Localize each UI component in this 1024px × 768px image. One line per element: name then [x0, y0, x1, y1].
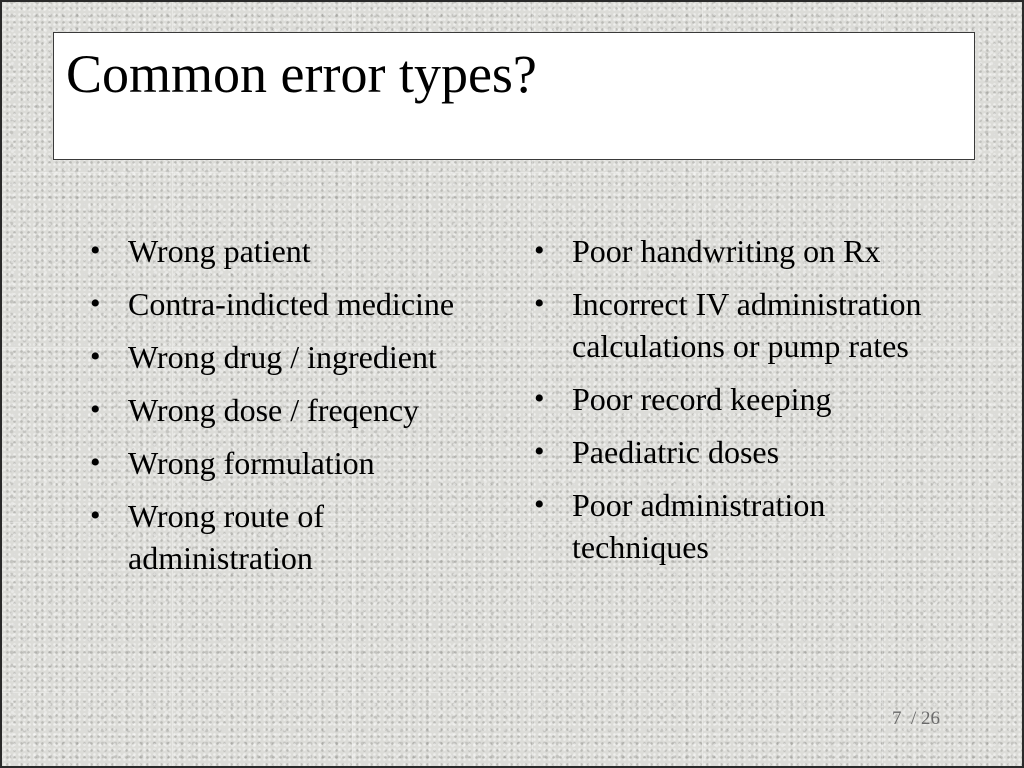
list-item-text: Wrong formulation	[128, 445, 375, 481]
right-bullet-list	[534, 230, 934, 579]
list-item-text: Wrong route of administration	[128, 498, 324, 576]
list-item-text: Wrong drug / ingredient	[128, 339, 437, 375]
list-item	[534, 378, 934, 420]
page-indicator: 7 / 26	[892, 708, 941, 729]
list-item	[90, 283, 510, 325]
list-item-text: Poor handwriting on Rx	[572, 233, 881, 269]
bullet-icon: •	[90, 446, 101, 479]
list-item	[90, 336, 510, 378]
background-grid-line	[2, 692, 1022, 693]
list-item-text: Incorrect IV administration calculations or pump rates	[572, 286, 922, 364]
list-item-text: Poor administration techniques	[572, 487, 826, 565]
list-item-text: Contra-indicted medicine	[128, 286, 455, 322]
list-item-text: Paediatric doses	[572, 434, 780, 470]
bullet-icon: •	[90, 393, 101, 426]
bullet-icon: •	[90, 340, 101, 373]
bullet-icon: •	[90, 499, 101, 532]
list-item	[534, 230, 934, 272]
list-item	[534, 484, 934, 568]
list-item	[90, 442, 510, 484]
left-bullet-list	[90, 230, 510, 590]
list-item	[90, 230, 510, 272]
list-item	[90, 495, 510, 579]
title-box	[53, 32, 975, 160]
bullet-icon: •	[90, 287, 101, 320]
list-item-text: Wrong patient	[128, 233, 311, 269]
list-item-text: Wrong dose / freqency	[128, 392, 420, 428]
background-grid-line	[2, 172, 1022, 173]
slide-title: Common error types?	[66, 44, 537, 104]
bullet-icon: •	[90, 234, 101, 267]
list-item-text: Poor record keeping	[572, 381, 832, 417]
bullet-icon: •	[534, 382, 545, 415]
bullet-icon: •	[534, 435, 545, 468]
list-item	[534, 431, 934, 473]
bullet-icon: •	[534, 234, 545, 267]
list-item	[90, 389, 510, 431]
bullet-icon: •	[534, 488, 545, 521]
bullet-icon: •	[534, 287, 545, 320]
list-item	[534, 283, 934, 367]
